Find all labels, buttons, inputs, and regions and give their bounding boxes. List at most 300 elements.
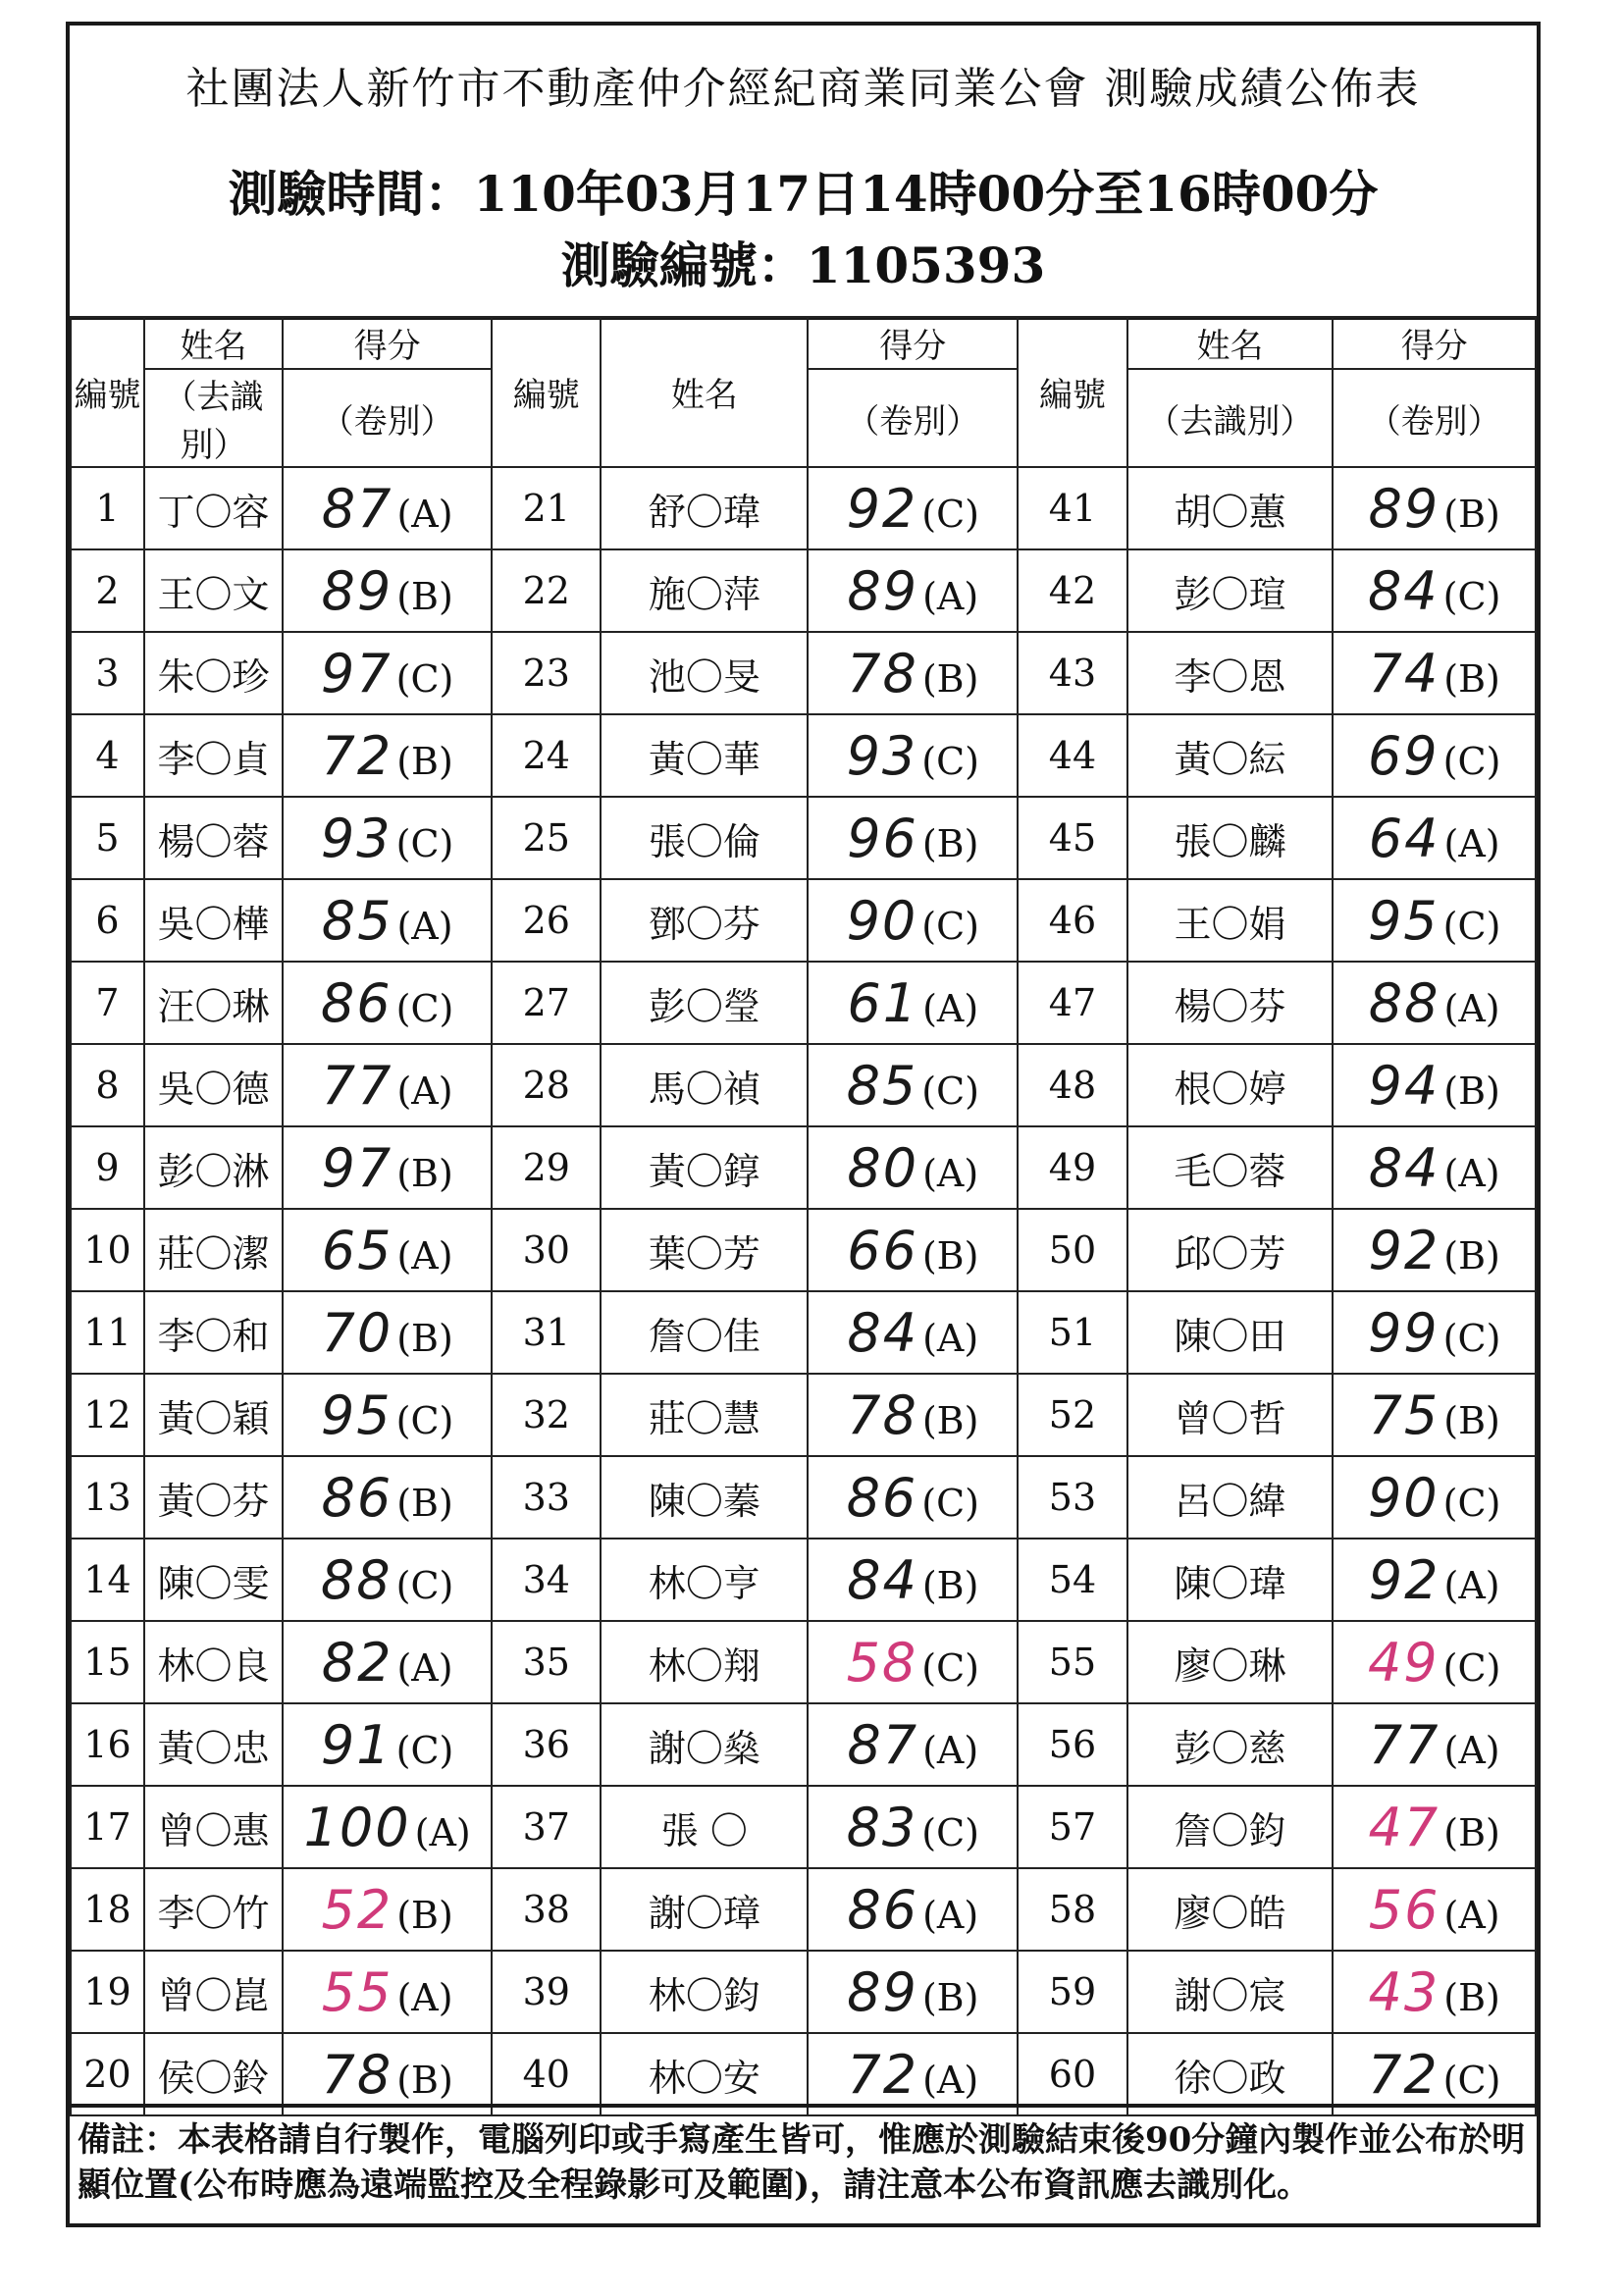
header-score-sub: （卷別） xyxy=(808,369,1018,467)
cell-score xyxy=(283,1126,492,1209)
cell-score xyxy=(1333,549,1536,632)
exam-form: (B) xyxy=(396,1481,453,1525)
score-value: 72 xyxy=(1367,2043,1440,2106)
cell-no: 17 xyxy=(71,1786,144,1868)
cell-no: 24 xyxy=(492,714,601,797)
exam-form: (C) xyxy=(395,1728,454,1772)
cell-name: 詹〇佳 xyxy=(601,1291,808,1374)
cell-score xyxy=(808,1209,1018,1291)
cell-name: 謝〇璋 xyxy=(601,1868,808,1951)
score-value: 66 xyxy=(847,1219,918,1281)
cell-name: 李〇竹 xyxy=(144,1868,283,1951)
cell-name: 黃〇紜 xyxy=(1127,714,1334,797)
score-value: 84 xyxy=(1368,1136,1440,1199)
score-value: 97 xyxy=(321,1136,393,1199)
score-value: 72 xyxy=(321,724,393,787)
sheet-header xyxy=(70,26,1537,320)
cell-no: 60 xyxy=(1018,2033,1126,2115)
exam-form: (B) xyxy=(1443,1398,1500,1442)
score-value: 78 xyxy=(847,1383,918,1446)
exam-form: (A) xyxy=(396,1975,453,2019)
score-value: 49 xyxy=(1367,1631,1440,1694)
cell-score xyxy=(283,1291,492,1374)
table-row xyxy=(71,467,1536,549)
cell-score xyxy=(1333,879,1536,962)
score-value: 84 xyxy=(847,1301,919,1364)
cell-name: 彭〇瑩 xyxy=(601,962,808,1044)
cell-no: 21 xyxy=(492,467,601,549)
score-value: 92 xyxy=(1368,1219,1440,1281)
score-value: 90 xyxy=(846,889,918,952)
cell-score xyxy=(283,1374,492,1456)
cell-score xyxy=(283,714,492,797)
cell-score xyxy=(283,549,492,632)
header-score: 得分 xyxy=(283,317,492,369)
score-sheet xyxy=(66,22,1541,2227)
cell-score xyxy=(283,797,492,879)
cell-no: 50 xyxy=(1018,1209,1126,1291)
exam-form: (C) xyxy=(921,1481,980,1525)
exam-form: (C) xyxy=(921,1645,980,1690)
cell-no: 45 xyxy=(1018,797,1126,879)
table-row xyxy=(71,1951,1536,2033)
cell-no: 37 xyxy=(492,1786,601,1868)
cell-no: 14 xyxy=(71,1539,144,1621)
exam-form: (A) xyxy=(396,1233,453,1278)
exam-form: (A) xyxy=(1443,1893,1500,1937)
cell-name: 彭〇淋 xyxy=(144,1126,283,1209)
exam-form: (B) xyxy=(921,656,979,701)
score-value: 92 xyxy=(846,477,918,540)
cell-name: 林〇翔 xyxy=(601,1621,808,1703)
exam-form: (C) xyxy=(395,1398,454,1442)
cell-score xyxy=(283,1539,492,1621)
cell-score xyxy=(808,714,1018,797)
score-value: 89 xyxy=(847,559,919,622)
cell-name: 林〇鈞 xyxy=(601,1951,808,2033)
cell-name: 吳〇樺 xyxy=(144,879,283,962)
table-row xyxy=(71,1374,1536,1456)
exam-form: (B) xyxy=(921,1975,979,2019)
table-row xyxy=(71,1456,1536,1539)
cell-no: 8 xyxy=(71,1044,144,1126)
exam-form: (A) xyxy=(922,574,979,618)
cell-no: 18 xyxy=(71,1868,144,1951)
score-value: 88 xyxy=(1368,971,1440,1034)
cell-no: 3 xyxy=(71,632,144,714)
cell-name: 張 〇 xyxy=(601,1786,808,1868)
cell-name: 謝〇宸 xyxy=(1127,1951,1334,2033)
cell-name: 陳〇田 xyxy=(1127,1291,1334,1374)
cell-no: 22 xyxy=(492,549,601,632)
exam-form: (C) xyxy=(921,492,980,536)
cell-name: 王〇娟 xyxy=(1127,879,1334,962)
exam-form: (A) xyxy=(396,904,453,948)
cell-score xyxy=(283,1621,492,1703)
cell-name: 徐〇政 xyxy=(1127,2033,1334,2115)
cell-score xyxy=(283,632,492,714)
exam-form: (B) xyxy=(396,1893,453,1937)
cell-score xyxy=(808,549,1018,632)
cell-name: 莊〇慧 xyxy=(601,1374,808,1456)
table-row xyxy=(71,1126,1536,1209)
table-header xyxy=(71,317,1536,467)
table-row xyxy=(71,632,1536,714)
cell-name: 黃〇忠 xyxy=(144,1703,283,1786)
cell-name: 陳〇雯 xyxy=(144,1539,283,1621)
exam-form: (C) xyxy=(395,821,454,865)
score-value: 77 xyxy=(1368,1713,1440,1776)
score-value: 94 xyxy=(1368,1054,1440,1117)
exam-form: (B) xyxy=(1443,656,1500,701)
cell-name: 張〇倫 xyxy=(601,797,808,879)
exam-form: (C) xyxy=(921,904,980,948)
exam-form: (A) xyxy=(396,1069,453,1113)
cell-score xyxy=(1333,797,1536,879)
exam-form: (B) xyxy=(396,1316,453,1360)
cell-name: 李〇恩 xyxy=(1127,632,1334,714)
cell-score xyxy=(283,1868,492,1951)
exam-form: (B) xyxy=(1443,1069,1500,1113)
score-value: 43 xyxy=(1368,1960,1440,2023)
exam-form: (A) xyxy=(922,1893,979,1937)
cell-no: 6 xyxy=(71,879,144,962)
cell-name: 毛〇蓉 xyxy=(1127,1126,1334,1209)
score-value: 95 xyxy=(320,1383,393,1446)
cell-name: 舒〇瑋 xyxy=(601,467,808,549)
cell-name: 楊〇芬 xyxy=(1127,962,1334,1044)
header-no: 編號 xyxy=(492,317,601,467)
score-value: 84 xyxy=(847,1548,918,1611)
score-value: 100 xyxy=(303,1796,411,1858)
cell-name: 池〇旻 xyxy=(601,632,808,714)
score-value: 90 xyxy=(1367,1466,1440,1529)
cell-no: 38 xyxy=(492,1868,601,1951)
score-value: 93 xyxy=(846,724,918,787)
cell-no: 58 xyxy=(1018,1868,1126,1951)
cell-score xyxy=(283,1951,492,2033)
cell-no: 52 xyxy=(1018,1374,1126,1456)
cell-no: 44 xyxy=(1018,714,1126,797)
cell-no: 35 xyxy=(492,1621,601,1703)
cell-score xyxy=(283,1703,492,1786)
cell-name: 謝〇燊 xyxy=(601,1703,808,1786)
table-row xyxy=(71,962,1536,1044)
score-value: 55 xyxy=(321,1960,393,2023)
cell-score xyxy=(1333,1951,1536,2033)
cell-score xyxy=(283,879,492,962)
cell-score xyxy=(808,1621,1018,1703)
cell-no: 43 xyxy=(1018,632,1126,714)
cell-score xyxy=(1333,1209,1536,1291)
score-value: 74 xyxy=(1368,642,1440,704)
cell-name: 曾〇惠 xyxy=(144,1786,283,1868)
cell-no: 5 xyxy=(71,797,144,879)
cell-score xyxy=(808,1456,1018,1539)
exam-form: (B) xyxy=(396,1151,453,1195)
header-name-sub: （去識別） xyxy=(1127,369,1334,467)
exam-form: (C) xyxy=(1442,1316,1501,1360)
score-value: 93 xyxy=(320,807,393,869)
cell-name: 黃〇華 xyxy=(601,714,808,797)
table-row xyxy=(71,797,1536,879)
score-value: 64 xyxy=(1368,807,1440,869)
score-value: 82 xyxy=(321,1631,393,1694)
score-value: 65 xyxy=(321,1219,393,1281)
cell-no: 39 xyxy=(492,1951,601,2033)
score-value: 78 xyxy=(847,642,918,704)
exam-form: (C) xyxy=(395,986,454,1030)
exam-form: (C) xyxy=(921,1810,980,1854)
cell-score xyxy=(808,797,1018,879)
cell-score xyxy=(1333,467,1536,549)
cell-name: 廖〇皓 xyxy=(1127,1868,1334,1951)
exam-form: (A) xyxy=(1443,986,1500,1030)
table-row xyxy=(71,1703,1536,1786)
score-value: 92 xyxy=(1368,1548,1440,1611)
exam-form: (C) xyxy=(395,656,454,701)
cell-score xyxy=(808,1703,1018,1786)
exam-form: (C) xyxy=(395,1563,454,1607)
cell-score xyxy=(1333,962,1536,1044)
header-no: 編號 xyxy=(1018,317,1126,467)
cell-score xyxy=(283,1786,492,1868)
score-value: 89 xyxy=(321,559,393,622)
cell-score xyxy=(1333,632,1536,714)
table-row xyxy=(71,1621,1536,1703)
cell-score xyxy=(283,467,492,549)
header-score-sub: （卷別） xyxy=(1333,369,1536,467)
table-body xyxy=(71,467,1536,2115)
exam-form: (A) xyxy=(1443,1151,1500,1195)
table-row xyxy=(71,549,1536,632)
header-name: 姓名 xyxy=(144,317,283,369)
cell-score xyxy=(808,1126,1018,1209)
cell-name: 吳〇德 xyxy=(144,1044,283,1126)
table-row xyxy=(71,1539,1536,1621)
exam-form: (B) xyxy=(396,2058,453,2102)
score-value: 86 xyxy=(321,1466,393,1529)
cell-score xyxy=(1333,1374,1536,1456)
cell-name: 馬〇禎 xyxy=(601,1044,808,1126)
table-row xyxy=(71,1209,1536,1291)
cell-no: 19 xyxy=(71,1951,144,2033)
cell-name: 侯〇鈴 xyxy=(144,2033,283,2115)
cell-no: 10 xyxy=(71,1209,144,1291)
cell-name: 呂〇緯 xyxy=(1127,1456,1334,1539)
exam-form: (C) xyxy=(921,739,980,783)
cell-no: 4 xyxy=(71,714,144,797)
cell-score xyxy=(808,962,1018,1044)
exam-form: (B) xyxy=(921,1398,979,1442)
score-value: 89 xyxy=(1368,477,1440,540)
cell-name: 林〇亨 xyxy=(601,1539,808,1621)
exam-form: (B) xyxy=(1443,492,1500,536)
cell-name: 葉〇芳 xyxy=(601,1209,808,1291)
cell-no: 15 xyxy=(71,1621,144,1703)
cell-name: 丁〇容 xyxy=(144,467,283,549)
header-score: 得分 xyxy=(808,317,1018,369)
cell-no: 46 xyxy=(1018,879,1126,962)
cell-no: 55 xyxy=(1018,1621,1126,1703)
cell-score xyxy=(808,1374,1018,1456)
cell-name: 邱〇芳 xyxy=(1127,1209,1334,1291)
cell-no: 2 xyxy=(71,549,144,632)
cell-name: 詹〇鈞 xyxy=(1127,1786,1334,1868)
cell-no: 56 xyxy=(1018,1703,1126,1786)
exam-form: (A) xyxy=(414,1810,471,1854)
cell-score xyxy=(1333,714,1536,797)
sheet-title: 社團法人新竹市不動產仲介經紀商業同業公會 測驗成績公佈表 xyxy=(185,64,1421,114)
cell-name: 施〇萍 xyxy=(601,549,808,632)
exam-form: (C) xyxy=(1442,739,1501,783)
cell-score xyxy=(1333,1044,1536,1126)
cell-name: 陳〇瑋 xyxy=(1127,1539,1334,1621)
header-name-sub: （去識別） xyxy=(144,369,283,467)
exam-form: (B) xyxy=(396,574,453,618)
score-value: 52 xyxy=(321,1878,393,1941)
cell-name: 楊〇蓉 xyxy=(144,797,283,879)
cell-score xyxy=(808,632,1018,714)
cell-no: 32 xyxy=(492,1374,601,1456)
exam-time: 測驗時間：110年03月17日14時00分至16時00分 xyxy=(228,165,1379,223)
exam-form: (A) xyxy=(922,1728,979,1772)
cell-score xyxy=(1333,1126,1536,1209)
cell-no: 36 xyxy=(492,1703,601,1786)
cell-name: 胡〇蕙 xyxy=(1127,467,1334,549)
header-no: 編號 xyxy=(71,317,144,467)
cell-score xyxy=(1333,1703,1536,1786)
exam-code: 測驗編號：1105393 xyxy=(560,236,1046,294)
cell-score xyxy=(1333,1786,1536,1868)
exam-form: (B) xyxy=(921,821,979,865)
cell-no: 13 xyxy=(71,1456,144,1539)
cell-name: 王〇文 xyxy=(144,549,283,632)
cell-name: 林〇良 xyxy=(144,1621,283,1703)
exam-form: (B) xyxy=(396,739,453,783)
cell-name: 彭〇瑄 xyxy=(1127,549,1334,632)
cell-score xyxy=(283,1044,492,1126)
cell-name: 李〇和 xyxy=(144,1291,283,1374)
cell-no: 53 xyxy=(1018,1456,1126,1539)
cell-score xyxy=(1333,1539,1536,1621)
cell-no: 7 xyxy=(71,962,144,1044)
score-value: 56 xyxy=(1368,1878,1440,1941)
score-value: 69 xyxy=(1367,724,1440,787)
exam-form: (A) xyxy=(922,2058,979,2102)
score-value: 83 xyxy=(846,1796,918,1858)
score-value: 91 xyxy=(320,1713,393,1776)
score-value: 85 xyxy=(846,1054,918,1117)
cell-name: 陳〇蓁 xyxy=(601,1456,808,1539)
exam-form: (C) xyxy=(1442,1481,1501,1525)
score-value: 86 xyxy=(846,1466,918,1529)
cell-no: 11 xyxy=(71,1291,144,1374)
cell-name: 黃〇錞 xyxy=(601,1126,808,1209)
score-value: 86 xyxy=(320,971,393,1034)
cell-score xyxy=(808,467,1018,549)
exam-form: (B) xyxy=(1443,1810,1500,1854)
cell-no: 23 xyxy=(492,632,601,714)
exam-form: (A) xyxy=(1443,1563,1500,1607)
cell-score xyxy=(808,1291,1018,1374)
score-value: 97 xyxy=(320,642,393,704)
cell-no: 27 xyxy=(492,962,601,1044)
cell-no: 49 xyxy=(1018,1126,1126,1209)
exam-form: (B) xyxy=(1443,1975,1500,2019)
cell-name: 莊〇潔 xyxy=(144,1209,283,1291)
cell-name: 汪〇琳 xyxy=(144,962,283,1044)
cell-no: 16 xyxy=(71,1703,144,1786)
table-row xyxy=(71,1786,1536,1868)
cell-score xyxy=(808,1044,1018,1126)
cell-score xyxy=(1333,1456,1536,1539)
score-value: 75 xyxy=(1368,1383,1440,1446)
score-value: 77 xyxy=(321,1054,393,1117)
remarks: 備註：本表格請自行製作，電腦列印或手寫產生皆可，惟應於測驗結束後90分鐘內製作並公布於明顯位置(公布時應為遠端監控及全程錄影可及範圍)，請注意本公布資訊應去識別化。 xyxy=(70,2104,1537,2227)
cell-name: 林〇安 xyxy=(601,2033,808,2115)
cell-name: 根〇婷 xyxy=(1127,1044,1334,1126)
exam-form: (A) xyxy=(922,1316,979,1360)
cell-name: 彭〇慈 xyxy=(1127,1703,1334,1786)
exam-form: (C) xyxy=(921,1069,980,1113)
exam-form: (A) xyxy=(396,492,453,536)
exam-form: (A) xyxy=(1443,821,1500,865)
score-value: 95 xyxy=(1367,889,1440,952)
cell-no: 28 xyxy=(492,1044,601,1126)
score-value: 87 xyxy=(321,477,393,540)
cell-score xyxy=(1333,1868,1536,1951)
exam-form: (C) xyxy=(1442,574,1501,618)
cell-no: 25 xyxy=(492,797,601,879)
cell-score xyxy=(808,1951,1018,2033)
cell-score xyxy=(808,1786,1018,1868)
cell-no: 40 xyxy=(492,2033,601,2115)
cell-no: 47 xyxy=(1018,962,1126,1044)
cell-no: 41 xyxy=(1018,467,1126,549)
table-row xyxy=(71,714,1536,797)
score-value: 85 xyxy=(321,889,393,952)
cell-score xyxy=(808,1539,1018,1621)
table-row xyxy=(71,1291,1536,1374)
cell-name: 朱〇珍 xyxy=(144,632,283,714)
score-value: 78 xyxy=(321,2043,393,2106)
cell-score xyxy=(283,962,492,1044)
exam-form: (A) xyxy=(1443,1728,1500,1772)
score-value: 80 xyxy=(847,1136,919,1199)
cell-score xyxy=(283,1456,492,1539)
score-value: 84 xyxy=(1367,559,1440,622)
cell-no: 34 xyxy=(492,1539,601,1621)
cell-no: 59 xyxy=(1018,1951,1126,2033)
score-value: 86 xyxy=(847,1878,919,1941)
score-value: 88 xyxy=(320,1548,393,1611)
exam-form: (C) xyxy=(1442,2058,1501,2102)
cell-no: 20 xyxy=(71,2033,144,2115)
score-value: 99 xyxy=(1367,1301,1440,1364)
header-score-sub: （卷別） xyxy=(283,369,492,467)
cell-no: 57 xyxy=(1018,1786,1126,1868)
exam-form: (B) xyxy=(1443,1233,1500,1278)
cell-score xyxy=(283,1209,492,1291)
table-row xyxy=(71,1044,1536,1126)
cell-no: 51 xyxy=(1018,1291,1126,1374)
header-name: 姓名 xyxy=(1127,317,1334,369)
cell-score xyxy=(1333,1291,1536,1374)
cell-no: 9 xyxy=(71,1126,144,1209)
cell-name: 曾〇哲 xyxy=(1127,1374,1334,1456)
exam-form: (C) xyxy=(1442,904,1501,948)
